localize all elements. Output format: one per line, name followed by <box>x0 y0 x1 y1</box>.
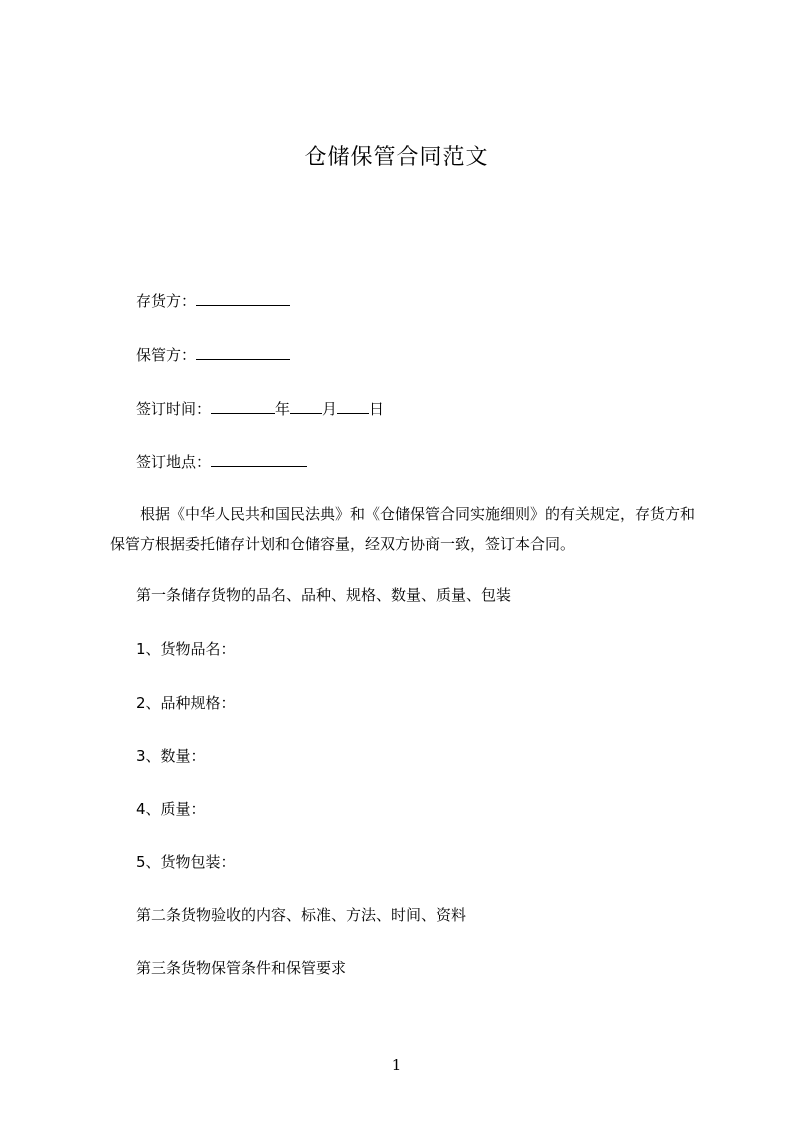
month-blank <box>290 399 322 414</box>
page-number: 1 <box>391 1056 402 1074</box>
sign-place-blank <box>211 452 307 467</box>
article-1-heading: 第一条储存货物的品名、品种、规格、数量、质量、包装 <box>136 586 512 604</box>
year-blank <box>211 399 275 414</box>
item-packaging: 5、货物包装： <box>136 853 236 871</box>
item-quality: 4、质量： <box>136 800 206 818</box>
year-label: 年 <box>275 400 291 418</box>
article-3-heading: 第三条货物保管条件和保管要求 <box>136 959 347 977</box>
keeper-label: 保管方： <box>136 346 197 364</box>
sign-time-line <box>136 398 384 419</box>
sign-place-line <box>136 451 307 472</box>
document-title: 仓储保管合同范文 <box>304 145 489 170</box>
day-label: 日 <box>369 400 385 418</box>
keeper-blank <box>196 345 290 360</box>
item-goods-name: 1、货物品名： <box>136 640 236 658</box>
sign-time-label: 签订时间： <box>136 400 212 418</box>
depositor-blank <box>196 291 290 306</box>
item-variety-spec: 2、品种规格： <box>136 694 236 712</box>
keeper-line <box>136 344 290 365</box>
article-2-heading: 第二条货物验收的内容、标准、方法、时间、资料 <box>136 906 467 924</box>
item-quantity: 3、数量： <box>136 747 206 765</box>
intro-paragraph: 根据《中华人民共和国民法典》和《仓储保管合同实施细则》的有关规定，存货方和保管方根据委托储存计划和仓储容量，经双方协商一致，签订本合同。 <box>110 505 696 553</box>
month-label: 月 <box>322 400 338 418</box>
depositor-line <box>136 290 290 311</box>
depositor-label: 存货方： <box>136 292 197 310</box>
sign-place-label: 签订地点： <box>136 453 212 471</box>
day-blank <box>337 399 369 414</box>
